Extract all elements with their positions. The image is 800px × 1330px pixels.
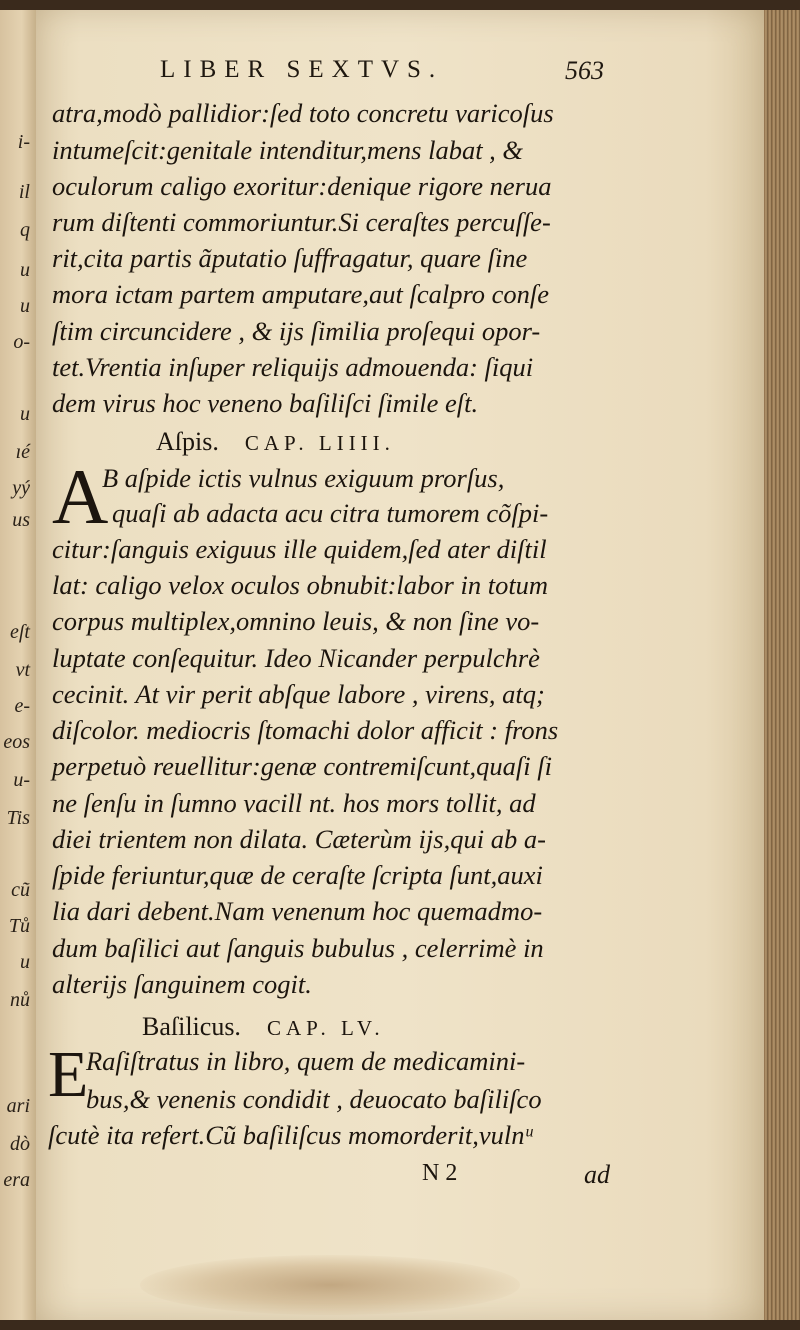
margin-fragment: ari [6, 1095, 30, 1117]
text-line: rum diſtenti commoriuntur.Si ceraſtes percuſſe- [52, 207, 551, 237]
text-line: dum baſilici aut ſanguis bubulus , celerrimè in [52, 933, 544, 963]
chapter-number: CAP. LV. [266, 1016, 385, 1040]
margin-fragment: u [20, 259, 30, 281]
chapter-title: Aſpis. [156, 427, 219, 456]
margin-fragment: u [20, 295, 30, 317]
text-line: perpetuò reuellitur:genæ contremiſcunt,quaſi ſi [52, 751, 552, 781]
text-line: quaſi ab adacta acu citra tumorem cõſpi- [112, 498, 549, 528]
margin-fragment: o- [13, 331, 30, 353]
water-stain [140, 1255, 520, 1315]
chapter-heading-aspis [156, 427, 395, 457]
text-line: intumeſcit:genitale intenditur,mens labat , & [52, 135, 524, 165]
chapter-number: CAP. LIIII. [244, 431, 395, 455]
text-line: lia dari debent.Nam venenum hoc quemadmo- [52, 896, 543, 926]
text-line: ſpide feriuntur,quæ de ceraſte ſcripta ſunt,auxi [52, 860, 543, 890]
margin-fragment: Tis [6, 807, 30, 829]
text-line: ne ſenſu in ſumno vacill nt. hos mors tollit, ad [52, 788, 536, 818]
text-line: oculorum caligo exoritur:denique rigore nerua [52, 171, 552, 201]
text-line: diei trientem non dilata. Cæterùm ijs,qui ab a- [52, 824, 546, 854]
facing-page-edge [0, 10, 38, 1320]
margin-fragment: i- [17, 131, 30, 153]
margin-fragment: ıé [15, 441, 30, 463]
chapter-heading-basilicus [142, 1012, 385, 1042]
text-line: tet.Vrentia inſuper reliquijs admouenda: ſiqui [52, 352, 534, 382]
margin-fragment: us [12, 509, 30, 531]
drop-capital: A [52, 453, 109, 540]
margin-fragment: eos [3, 731, 30, 753]
text-line: ſtim circuncidere , & ijs ſimilia proſequi opor- [52, 316, 541, 346]
text-line: luptate conſequitur. Ideo Nicander perpulchrè [52, 643, 540, 673]
margin-fragment: dò [10, 1133, 30, 1155]
page-block-edge [764, 10, 800, 1320]
margin-fragment: eſt [10, 621, 30, 643]
margin-fragment: e- [14, 695, 30, 717]
margin-fragment: cũ [11, 879, 30, 901]
text-line: dem virus hoc veneno baſiliſci ſimile eſt. [52, 388, 479, 418]
text-line: mora ictam partem amputare,aut ſcalpro conſe [52, 279, 550, 309]
text-line: corpus multiplex,omnino leuis, & non ſine vo- [52, 606, 540, 636]
text-line: B aſpide ictis vulnus exiguum prorſus, [102, 463, 505, 493]
text-line: rit,cita partis ãputatio ſuffragatur, quare ſine [52, 243, 528, 273]
text-line: Raſiſtratus in libro, quem de medicamini- [86, 1046, 526, 1076]
text-line: ſcutè ita refert.Cũ baſiliſcus momorderit,vulnᵘ [48, 1120, 533, 1150]
margin-fragment: era [3, 1169, 30, 1191]
drop-capital: E [48, 1038, 89, 1111]
text-line: cecinit. At vir perit abſque labore , virens, atq; [52, 679, 545, 709]
text-line: citur:ſanguis exiguus ille quidem,ſed ater diſtil [52, 534, 547, 564]
margin-fragment: il [18, 181, 30, 203]
margin-fragment: u- [13, 769, 30, 791]
text-line: diſcolor. mediocris ſtomachi dolor afficit : frons [52, 715, 559, 745]
text-line: atra,modò pallidior:ſed toto concretu varicoſus [52, 98, 554, 128]
margin-fragment: q [20, 219, 30, 241]
margin-fragment: vt [15, 659, 30, 681]
text-line: bus,& venenis condidit , deuocato baſiliſco [86, 1084, 542, 1114]
running-head: LIBER SEXTVS. [160, 56, 444, 83]
text-line: alterijs ſanguinem cogit. [52, 969, 312, 999]
chapter-title: Baſilicus. [142, 1012, 241, 1041]
page-number: 563 [565, 56, 604, 85]
margin-fragment: yý [12, 477, 30, 499]
margin-fragment: u [20, 403, 30, 425]
margin-fragment: u [20, 951, 30, 973]
margin-fragment: Tů [8, 915, 30, 937]
signature-mark: N 2 [422, 1160, 458, 1186]
margin-fragment: nů [10, 989, 30, 1011]
catchword: ad [584, 1160, 610, 1189]
text-line: lat: caligo velox oculos obnubit:labor in totum [52, 570, 549, 600]
